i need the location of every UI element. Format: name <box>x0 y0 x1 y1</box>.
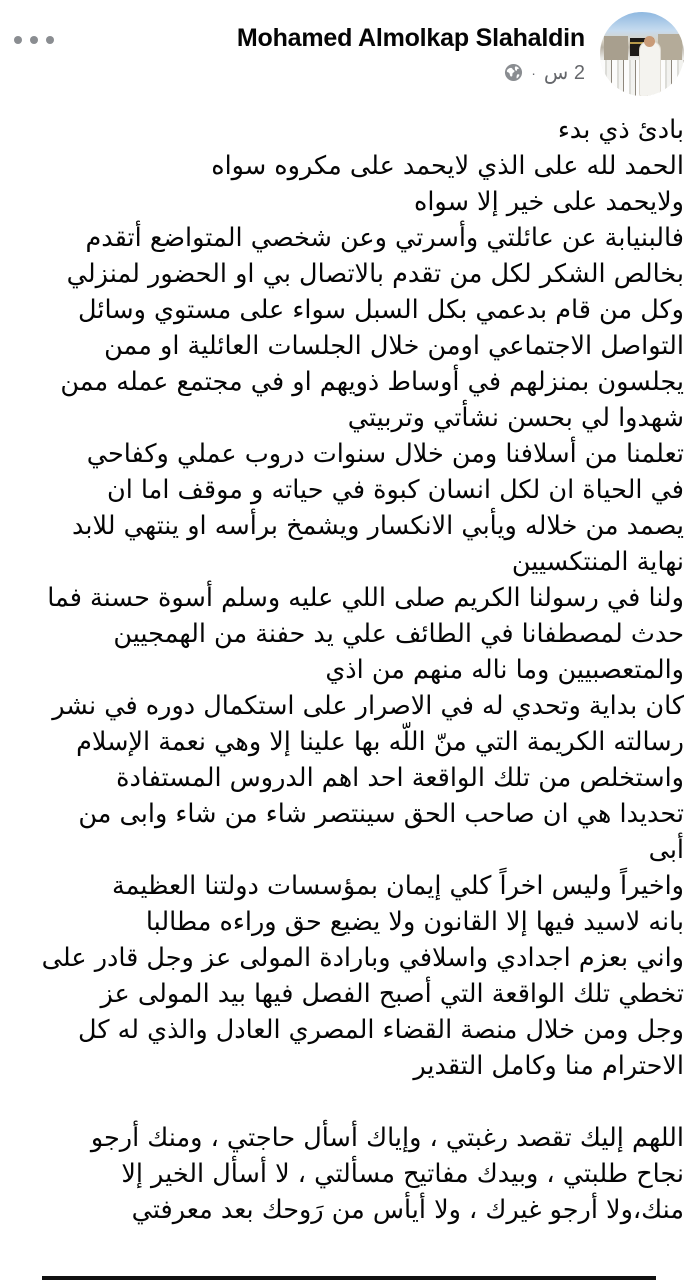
text-line: التواصل الاجتماعي اومن خلال الجلسات العائلية او ممن <box>104 331 684 361</box>
paragraph <box>0 1120 684 1228</box>
paragraph <box>0 112 684 1084</box>
text-line: الحمد لله على الذي لايحمد على مكروه سواه <box>211 151 684 181</box>
text-line: فالبنيابة عن عائلتي وأسرتي وعن شخصي المتواضع أتقدم <box>85 223 684 253</box>
text-line: ولنا في رسولنا الكريم صلى اللي عليه وسلم أسوة حسنة فما <box>47 583 684 613</box>
post-meta <box>504 60 585 85</box>
post-body-text <box>0 112 684 1228</box>
text-line: بخالص الشكر لكل من تقدم بالاتصال بي او الحضور لمنزلي <box>66 259 684 289</box>
author-name-link[interactable]: Mohamed Almolkap Slahaldin <box>236 24 585 52</box>
text-line: وكل من قام بدعمي بكل السبل سواء على مستوي وسائل <box>78 295 684 325</box>
author-avatar[interactable] <box>600 12 684 96</box>
text-line: كان بداية وتحدي له في الاصرار على استكمال دوره في نشر <box>52 691 684 721</box>
more-dot-icon <box>46 36 54 44</box>
avatar-building <box>658 34 682 60</box>
text-line: بانه لاسيد فيها إلا القانون ولا يضيع حق وراءه مطالبا <box>145 907 684 937</box>
text-line: والمتعصبيين وما ناله منهم من اذي <box>325 655 684 685</box>
avatar-person-head <box>644 36 655 47</box>
text-line: منك،ولا أرجو غيرك ، ولا أيأس من رَوحك بعد معرفتي <box>131 1195 684 1225</box>
post-timestamp-link[interactable]: 2 س <box>543 62 585 84</box>
text-line: يصمد من خلاله ويأبي الانكسار ويشمخ برأسه او ينتهي للابد <box>72 511 684 541</box>
more-dot-icon <box>30 36 38 44</box>
text-line: واستخلص من تلك الواقعة احد اهم الدروس المستفادة <box>116 763 684 793</box>
text-line: وجل ومن خلال منصة القضاء المصري العادل والذي له كل <box>78 1015 684 1045</box>
paragraph-spacer <box>0 1084 684 1120</box>
text-line: واخيراً وليس اخراً كلي إيمان بمؤسسات دولتنا العظيمة <box>112 871 684 901</box>
text-line: رسالته الكريمة التي منّ اللّه بها علينا إلا وهي نعمة الإسلام <box>76 727 684 757</box>
text-line: في الحياة ان لكل انسان كبوة في حياته و موقف اما ان <box>106 475 684 505</box>
text-line: الاحترام منا وكامل التقدير <box>413 1051 684 1081</box>
text-line: شهدوا لي بحسن نشأتي وتربيتي <box>347 403 684 433</box>
text-line: تخطي تلك الواقعة التي أصبح الفصل فيها بيد المولى عز <box>100 979 684 1009</box>
text-line: واني بعزم اجدادي واسلافي وبارادة المولى عز وجل قادر على <box>41 943 684 973</box>
text-line: بادئ ذي بدء <box>557 115 684 145</box>
post-header <box>0 0 698 108</box>
text-line: اللهم إليك تقصد رغبتي ، وإياك أسأل حاجتي ، ومنك أرجو <box>90 1123 684 1153</box>
text-line: تعلمنا من أسلافنا ومن خلال سنوات دروب عملي وكفاحي <box>86 439 684 469</box>
more-options-button[interactable] <box>14 30 54 50</box>
avatar-building <box>604 36 628 60</box>
text-line: يجلسون بمنزلهم في أوساط ذويهم او في مجتمع عمله ممن <box>60 367 684 397</box>
text-line: نهاية المنتكسيين <box>511 547 684 577</box>
text-line: حدث لمصطفانا في الطائف علي يد حفنة من الهمجيين <box>113 619 684 649</box>
bottom-divider-bar <box>42 1276 656 1280</box>
text-line: أبى <box>648 835 684 865</box>
text-line: تحديدا هي ان صاحب الحق سينتصر شاء من شاء وابى من <box>78 799 684 829</box>
text-line: نجاح طلبتي ، وبيدك مفاتيح مسألتي ، لا أسأل الخير إلا <box>121 1159 684 1189</box>
meta-separator: · <box>531 64 536 81</box>
text-line: ولايحمد على خير إلا سواه <box>413 187 684 217</box>
avatar-person <box>640 42 660 96</box>
globe-icon[interactable] <box>504 63 523 82</box>
more-dot-icon <box>14 36 22 44</box>
